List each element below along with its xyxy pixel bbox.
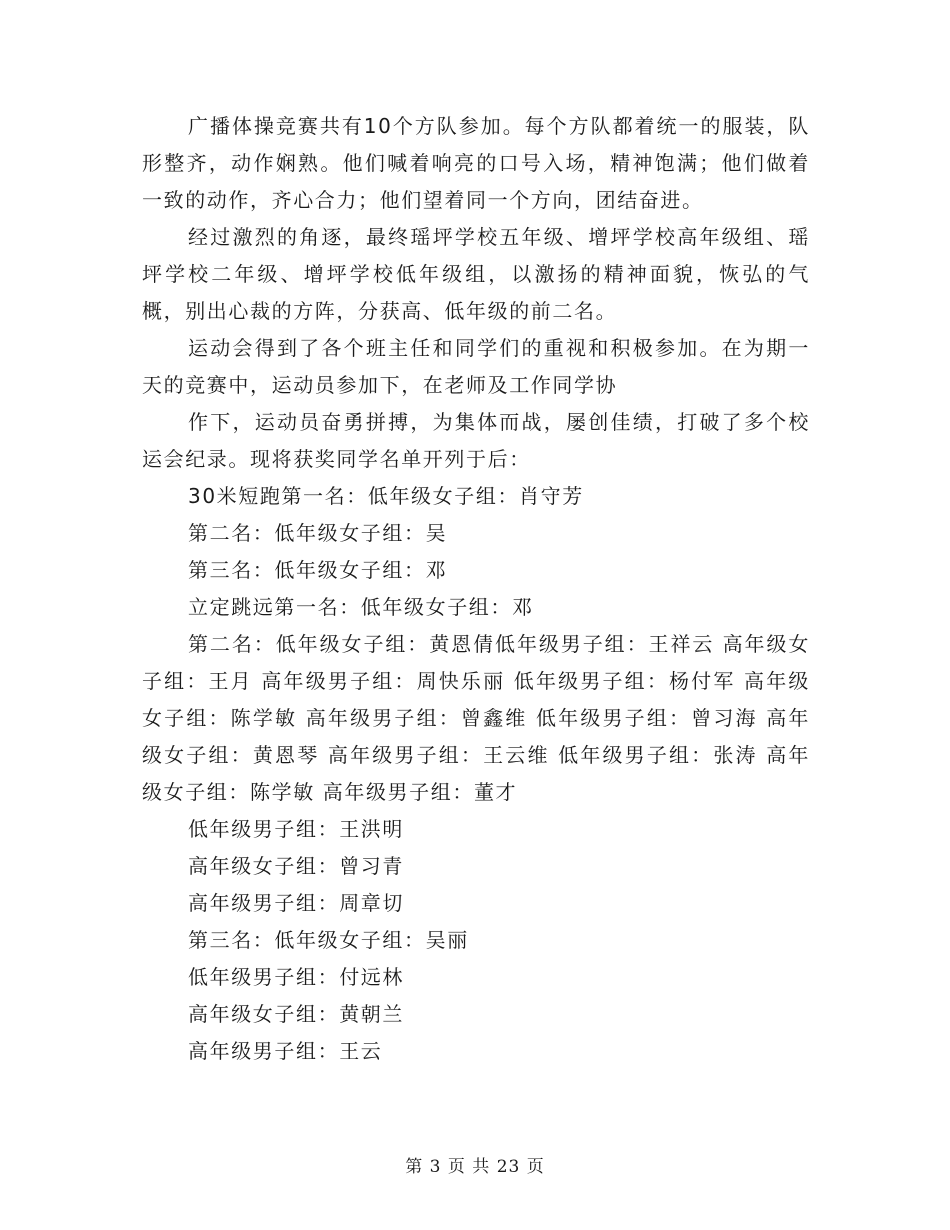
award-line-third-low-girls: 第三名：低年级女子组：吴丽 xyxy=(188,928,469,952)
award-line-third-high-boys: 高年级男子组：王云 xyxy=(188,1039,383,1063)
document-body xyxy=(142,108,810,1070)
paragraph-cooperation: 作下，运动员奋勇拼搏，为集体而战，屡创佳绩，打破了多个校运会纪录。现将获奖同学名单开列于后： xyxy=(142,410,810,471)
award-line-third-high-girls: 高年级女子组：黄朝兰 xyxy=(188,1002,404,1026)
paragraph-competition-result: 经过激烈的角逐，最终瑶坪学校五年级、增坪学校高年级组、瑶坪学校二年级、增坪学校低年级组，以激扬的精神面貌，恢弘的气概，别出心裁的方阵，分获高、低年级的前二名。 xyxy=(142,225,810,323)
award-line-long-jump-first: 立定跳远第一名：低年级女子组：邓 xyxy=(188,595,534,619)
page-footer: 第 3 页 共 23 页 xyxy=(405,1157,545,1177)
award-line-third-low-boys: 低年级男子组：付远林 xyxy=(188,965,404,989)
paragraph-broadcast-gymnastics: 广播体操竞赛共有10个方队参加。每个方队都着统一的服装，队形整齐，动作娴熟。他们喊着响亮的口号入场，精神饱满；他们做着一致的动作，齐心合力；他们望着同一个方向，团结奋进。 xyxy=(142,114,810,212)
award-line-high-boys: 高年级男子组：周章切 xyxy=(188,891,404,915)
award-line-low-boys: 低年级男子组：王洪明 xyxy=(188,817,404,841)
award-line-30m-second: 第二名：低年级女子组：吴 xyxy=(188,521,448,545)
award-line-30m-third: 第三名：低年级女子组：邓 xyxy=(188,558,448,582)
award-paragraph-long-jump-second: 第二名：低年级女子组：黄恩倩低年级男子组：王祥云 高年级女子组：王月 高年级男子组：周快乐丽 低年级男子组：杨付军 高年级女子组：陈学敏 高年级男子组：曾鑫维 低年级男子组：曾习海 高年级女子组：黄恩琴 高年级男子组：王云维 低年级男子组：张涛 高年级女子组：陈学敏 高年级男子组：董才 xyxy=(142,632,810,804)
award-line-30m-first: 30米短跑第一名：低年级女子组：肖守芳 xyxy=(188,484,584,508)
award-line-high-girls: 高年级女子组：曾习青 xyxy=(188,854,404,878)
paragraph-sports-meeting: 运动会得到了各个班主任和同学们的重视和积极参加。在为期一天的竞赛中，运动员参加下，在老师及工作同学协 xyxy=(142,336,810,397)
